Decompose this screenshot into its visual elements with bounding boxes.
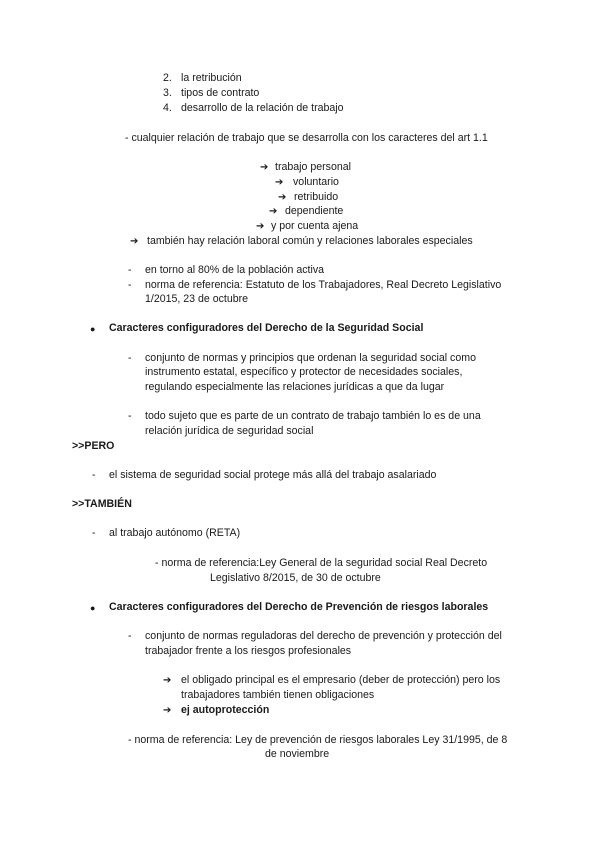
ss-norma-line: Legislativo 8/2015, de 30 de octubre [210,572,381,584]
arrow-icon: ➔ [163,705,172,716]
arrow-icon: ➔ [278,192,287,203]
character-voluntario: voluntario [293,176,339,188]
dash-icon: - [128,352,132,364]
list-item-desarrollo: desarrollo de la relación de trabajo [181,102,344,114]
arrow-icon: ➔ [275,177,284,188]
art-line: - cualquier relación de trabajo que se desarrolla con los caracteres del art 1.1 [125,132,488,144]
ss-point-text: instrumento estatal, específico y protector de necesidades sociales, [145,366,463,378]
arrow-icon: ➔ [269,206,278,217]
section-heading-seguridad-social: Caracteres configuradores del Derecho de la Seguridad Social [109,322,424,334]
character-trabajo-personal: trabajo personal [275,161,351,173]
ss-point-text: relación jurídica de seguridad social [145,425,314,437]
prl-norma-line: - norma de referencia: Ley de prevención de riesgos laborales Ley 31/1995, de 8 [128,734,508,746]
labor-point-text: en torno al 80% de la población activa [145,264,325,276]
arrow-icon: ➔ [130,236,139,247]
bullet-icon: ● [90,324,96,334]
pero-point: el sistema de seguridad social protege más allá del trabajo asalariado [109,469,437,481]
prl-sub-point-autoproteccion: ej autoprotección [181,704,270,716]
dash-icon: - [128,630,132,642]
dash-icon: - [92,527,96,539]
arrow-icon: ➔ [260,162,269,173]
pero-label: >>PERO [72,440,115,452]
arrow-icon: ➔ [256,221,265,232]
prl-norma-line: de noviembre [265,748,330,760]
list-item-retribucion: la retribución [181,72,242,84]
list-item-tipos-contrato: tipos de contrato [181,87,260,99]
dash-icon: - [128,410,132,422]
prl-sub-point: trabajadores también tienen obligaciones [181,689,375,701]
list-number: 4. [163,102,172,114]
prl-point-text: trabajador frente a los riesgos profesionales [145,645,352,657]
character-dependiente: dependiente [285,205,344,217]
special-relations: también hay relación laboral común y relaciones laborales especiales [147,235,473,247]
labor-point-text: norma de referencia: Estatuto de los Trabajadores, Real Decreto Legislativo [145,279,502,291]
dash-icon: - [92,469,96,481]
prl-sub-point: el obligado principal es el empresario (deber de protección) pero los [181,674,501,686]
dash-icon: - [128,279,132,291]
section-heading-prevencion: Caracteres configuradores del Derecho de Prevención de riesgos laborales [109,601,489,613]
tambien-label: >>TAMBIÉN [72,498,132,510]
ss-point-text: regulando especialmente las relaciones jurídicas a que da lugar [145,381,445,393]
ss-norma-line: - norma de referencia:Ley General de la seguridad social Real Decreto [155,557,488,569]
dash-icon: - [128,264,132,276]
arrow-icon: ➔ [163,675,172,686]
labor-point-text: 1/2015, 23 de octubre [145,293,249,305]
ss-point-text: conjunto de normas y principios que ordenan la seguridad social como [145,352,476,364]
character-cuenta-ajena: y por cuenta ajena [271,220,359,232]
prl-point-text: conjunto de normas reguladoras del derecho de prevención y protección del [145,630,502,642]
character-retribuido: retribuido [294,191,339,203]
list-number: 2. [163,72,172,84]
list-number: 3. [163,87,172,99]
bullet-icon: ● [90,603,96,613]
ss-point-text: todo sujeto que es parte de un contrato de trabajo también lo es de una [145,410,481,422]
tambien-point: al trabajo autónomo (RETA) [109,527,241,539]
